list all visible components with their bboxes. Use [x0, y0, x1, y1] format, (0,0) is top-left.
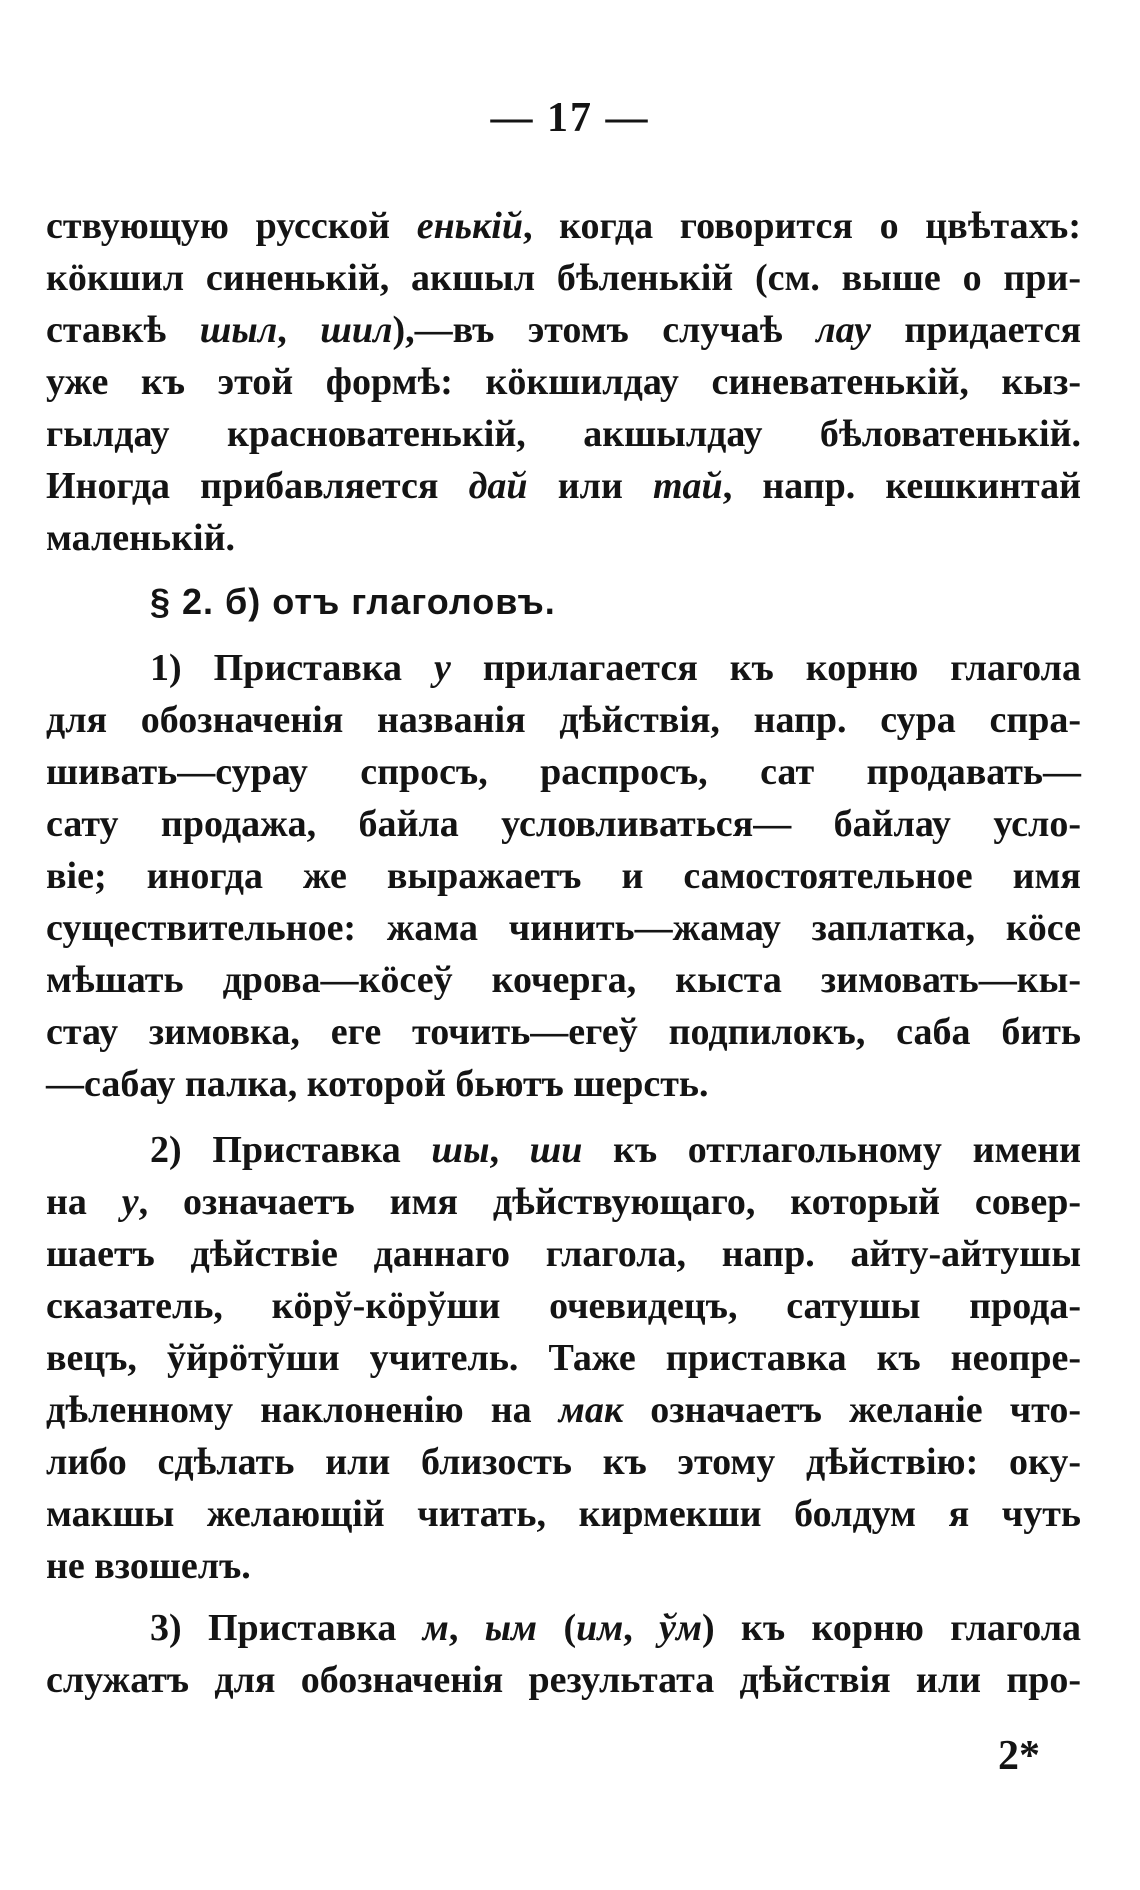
text-run: ,	[277, 309, 321, 351]
text-run: (	[537, 1607, 577, 1649]
text-line	[46, 304, 1081, 356]
text-line	[46, 460, 1081, 512]
text-run: на	[46, 1181, 122, 1223]
text-line	[46, 1280, 1081, 1332]
text-run: къ отглагольному имени	[582, 1129, 1081, 1171]
italic-term: шыл	[199, 309, 278, 351]
text-run: или	[527, 465, 653, 507]
text-line	[150, 1124, 1081, 1176]
italic-term: у	[434, 647, 451, 689]
text-line	[46, 1384, 1081, 1436]
text-line	[46, 1540, 1081, 1592]
text-run: ) къ корню глагола	[702, 1607, 1082, 1649]
text-run: , означаетъ имя дѣйствующаго, который совер-	[138, 1181, 1081, 1223]
text-run: вецъ, ўйрöтўши учитель. Таже приставка къ неопре-	[46, 1337, 1081, 1379]
text-run: гылдау красноватенькій, акшылдау бѣловатенькій.	[46, 413, 1081, 455]
text-line	[46, 1058, 1081, 1110]
text-run: 1) Приставка	[150, 647, 435, 689]
italic-term: дай	[468, 465, 528, 507]
text-run: сату продажа, байла условливаться— байлау усло-	[46, 803, 1081, 845]
text-run: ,	[448, 1607, 485, 1649]
italic-term: лау	[816, 309, 871, 351]
italic-term: ши	[529, 1129, 583, 1171]
text-line	[46, 902, 1081, 954]
text-run: прилагается къ корню глагола	[450, 647, 1082, 689]
section-heading: § 2. б) отъ глаголовъ.	[150, 581, 556, 622]
text-run: уже къ этой формѣ: кöкшилдау синеватенькій, кыз-	[46, 361, 1081, 403]
text-run: придается	[870, 309, 1081, 351]
text-run: 2) Приставка	[150, 1129, 432, 1171]
text-line	[46, 1654, 1081, 1706]
text-line	[46, 512, 1081, 564]
text-run: , когда говорится о цвѣтахъ:	[522, 205, 1081, 247]
text-run: существительное: жама чинить—жамау заплатка, кöсе	[46, 907, 1081, 949]
text-run: ствующую русской	[46, 205, 417, 247]
text-line	[46, 850, 1081, 902]
text-run: шивать—сурау спросъ, распросъ, сат продавать—	[46, 751, 1081, 793]
text-line	[150, 642, 1081, 694]
text-run: ,	[489, 1129, 530, 1171]
text-run: дѣленному наклоненію на	[46, 1389, 559, 1431]
text-run: 3) Приставка	[150, 1607, 423, 1649]
text-line	[46, 1176, 1081, 1228]
text-run: сказатель, кöрў-кöрўши очевидецъ, сатушы прода-	[46, 1285, 1081, 1327]
italic-term: им	[576, 1607, 624, 1649]
italic-term: шы	[431, 1129, 490, 1171]
text-run: мѣшать дрова—кöсеў кочерга, кыста зимовать—кы-	[46, 959, 1081, 1001]
text-run: , напр. кешкинтай	[722, 465, 1082, 507]
page-number: — 17 —	[490, 95, 650, 141]
text-run: ставкѣ	[46, 309, 200, 351]
text-line	[46, 1332, 1081, 1384]
text-line	[46, 408, 1081, 460]
italic-term: шил	[320, 309, 393, 351]
text-run: ),—въ этомъ случаѣ	[392, 309, 817, 351]
text-line	[150, 1602, 1081, 1654]
text-line	[46, 694, 1081, 746]
text-run: Иногда прибавляется	[46, 465, 469, 507]
text-line	[46, 1006, 1081, 1058]
text-line	[46, 954, 1081, 1006]
text-line	[46, 1488, 1081, 1540]
signature-mark: 2*	[998, 1733, 1040, 1779]
text-run: служатъ для обозначенія результата дѣйствія или про-	[46, 1659, 1081, 1701]
text-line	[46, 252, 1081, 304]
italic-term: м	[422, 1607, 449, 1649]
text-line	[46, 200, 1081, 252]
text-run: кöкшил синенькій, акшыл бѣленькій (см. выше о при-	[46, 257, 1081, 299]
italic-term: тай	[652, 465, 723, 507]
italic-term: у	[121, 1181, 139, 1223]
text-line	[46, 1436, 1081, 1488]
text-run: не взошелъ.	[46, 1545, 251, 1587]
text-run: либо сдѣлать или близость къ этому дѣйствію: оку-	[46, 1441, 1081, 1483]
text-run: ,	[623, 1607, 660, 1649]
italic-term: мак	[558, 1389, 624, 1431]
text-line	[46, 746, 1081, 798]
text-line	[46, 1228, 1081, 1280]
text-run: шаетъ дѣйствіе даннаго глагола, напр. айту-айтушы	[46, 1233, 1081, 1275]
text-run: означаетъ желаніе что-	[623, 1389, 1081, 1431]
text-line	[46, 798, 1081, 850]
text-run: —сабау палка, которой бьютъ шерсть.	[46, 1063, 709, 1105]
text-run: віе; иногда же выражаетъ и самостоятельное имя	[46, 855, 1081, 897]
text-run: маленькій.	[46, 517, 235, 559]
text-line	[46, 356, 1081, 408]
text-run: макшы желающій читать, кирмекши болдум я чуть	[46, 1493, 1081, 1535]
text-run: для обозначенія названія дѣйствія, напр. сура спра-	[46, 699, 1081, 741]
italic-term: ым	[484, 1607, 538, 1649]
italic-term: ўм	[659, 1607, 703, 1649]
italic-term: енькій	[416, 205, 523, 247]
text-run: стау зимовка, еге точить—егеў подпилокъ, саба бить	[46, 1011, 1081, 1053]
